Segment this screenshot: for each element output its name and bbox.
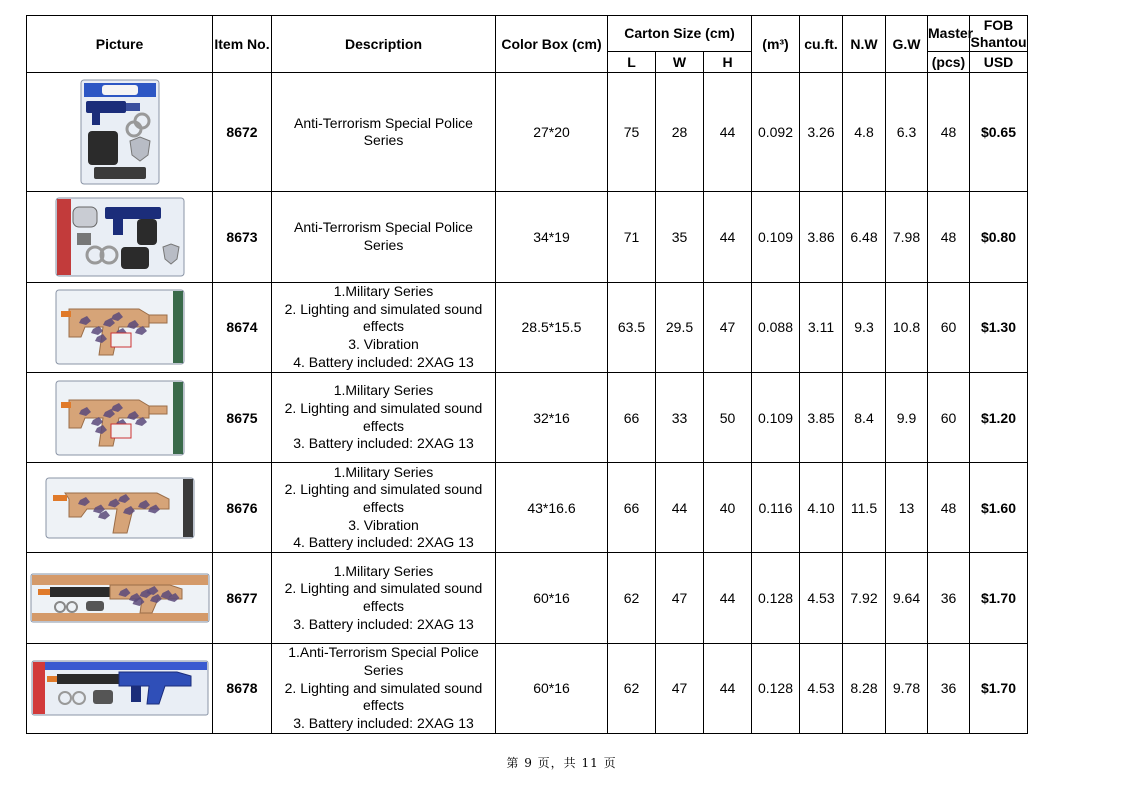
product-image [27,553,212,642]
description-line: 3. Vibration [348,516,419,533]
table-row [27,282,1096,372]
volume-m3-cell: 0.109 [752,192,800,282]
item-no-cell: 8677 [213,553,272,643]
header-fob: FOB Shantou [970,16,1027,50]
description-cell [272,73,496,192]
volume-m3-cell: 0.109 [752,372,800,462]
product-image [27,644,212,733]
description-cell [272,282,496,372]
description-line: 4. Battery included: 2XAG 13 [293,353,474,370]
description-line: 3. Vibration [348,336,419,353]
fob-price-cell: $1.30 [970,282,1028,372]
volume-cuft-cell: 4.53 [800,643,843,733]
volume-cuft-cell: 4.53 [800,553,843,643]
net-weight-cell: 8.28 [843,643,886,733]
master-pcs-cell: 48 [928,463,970,553]
carton-width-cell: 47 [656,643,704,733]
fob-price-cell: $0.80 [970,192,1028,282]
carton-height-cell: 50 [704,372,752,462]
gross-weight-cell: 9.9 [886,372,928,462]
fob-price-cell: $1.70 [970,553,1028,643]
description-line: Anti-Terrorism Special Police [294,114,473,131]
volume-m3-cell: 0.092 [752,73,800,192]
carton-height-cell: 44 [704,553,752,643]
item-no-cell: 8674 [213,282,272,372]
color-box-cell: 60*16 [496,553,608,643]
item-no-cell: 8672 [213,73,272,192]
description-line: 4. Battery included: 2XAG 13 [293,534,474,551]
item-no-cell: 8676 [213,463,272,553]
net-weight-cell: 4.8 [843,73,886,192]
description-cell [272,643,496,733]
description-line: 1.Military Series [333,382,434,399]
carton-length-cell: 71 [608,192,656,282]
header-pcs: (pcs) [928,52,970,73]
description-line: 2. Lighting and simulated sound [284,580,483,597]
carton-width-cell: 44 [656,463,704,553]
header-gross-weight: G.W [886,16,928,73]
color-box-cell: 32*16 [496,372,608,462]
description-line: 2. Lighting and simulated sound [284,481,483,498]
master-pcs-cell: 36 [928,553,970,643]
table-row [27,372,1096,462]
product-picture-cell [27,372,213,462]
table-row [27,553,1096,643]
description-cell [272,463,496,553]
description-line: 2. Lighting and simulated sound [284,679,483,696]
carton-width-cell: 47 [656,553,704,643]
gross-weight-cell: 13 [886,463,928,553]
item-no-cell: 8678 [213,643,272,733]
description-line: effects [363,318,404,335]
carton-width-cell: 35 [656,192,704,282]
carton-height-cell: 40 [704,463,752,553]
carton-length-cell: 66 [608,372,656,462]
header-volume-m3: (m³) [752,16,800,73]
header-picture: Picture [27,16,213,73]
carton-height-cell: 47 [704,282,752,372]
item-no-cell: 8673 [213,192,272,282]
fob-price-cell: $1.60 [970,463,1028,553]
description-cell [272,192,496,282]
color-box-cell: 34*19 [496,192,608,282]
description-line: effects [363,498,404,515]
carton-width-cell: 28 [656,73,704,192]
volume-cuft-cell: 4.10 [800,463,843,553]
table-row [27,73,1096,192]
product-image [27,283,212,372]
product-price-table [26,15,1096,734]
fob-price-cell: $1.70 [970,643,1028,733]
description-line: 1.Anti-Terrorism Special Police [288,644,479,661]
color-box-cell: 28.5*15.5 [496,282,608,372]
master-pcs-cell: 48 [928,192,970,282]
header-usd: USD [970,52,1028,73]
table-row [27,643,1096,733]
description-line: 2. Lighting and simulated sound [284,300,483,317]
description-line: effects [363,697,404,714]
carton-length-cell: 66 [608,463,656,553]
header-volume-cuft: cu.ft. [800,16,843,73]
carton-width-cell: 29.5 [656,282,704,372]
table-row [27,192,1096,282]
carton-height-cell: 44 [704,643,752,733]
product-picture-cell [27,192,213,282]
carton-height-cell: 44 [704,192,752,282]
description-line: Series [363,132,404,149]
volume-cuft-cell: 3.11 [800,282,843,372]
volume-cuft-cell: 3.85 [800,372,843,462]
description-line: Series [363,661,404,678]
carton-length-cell: 62 [608,553,656,643]
carton-length-cell: 63.5 [608,282,656,372]
header-net-weight: N.W [843,16,886,73]
description-line: Anti-Terrorism Special Police [294,219,473,236]
net-weight-cell: 6.48 [843,192,886,282]
master-pcs-cell: 60 [928,372,970,462]
master-pcs-cell: 48 [928,73,970,192]
description-line: effects [363,598,404,615]
description-line: 3. Battery included: 2XAG 13 [293,615,474,632]
product-image [27,463,212,552]
description-line: Series [363,236,404,253]
gross-weight-cell: 7.98 [886,192,928,282]
header-length: L [608,52,656,73]
volume-m3-cell: 0.128 [752,553,800,643]
color-box-cell: 43*16.6 [496,463,608,553]
description-line: 3. Battery included: 2XAG 13 [293,714,474,731]
carton-length-cell: 75 [608,73,656,192]
product-image [27,192,212,281]
color-box-cell: 60*16 [496,643,608,733]
carton-width-cell: 33 [656,372,704,462]
table-row [27,463,1096,553]
description-line: 2. Lighting and simulated sound [284,399,483,416]
net-weight-cell: 11.5 [843,463,886,553]
product-picture-cell [27,73,213,192]
product-picture-cell [27,643,213,733]
product-image [27,73,212,191]
gross-weight-cell: 9.64 [886,553,928,643]
master-pcs-cell: 60 [928,282,970,372]
page-footer: 第 9 页，共 11 页 [506,756,617,770]
description-line: 1.Military Series [333,283,434,300]
product-image [27,373,212,462]
header-description: Description [272,16,496,73]
header-width: W [656,52,704,73]
fob-price-cell: $1.20 [970,372,1028,462]
net-weight-cell: 9.3 [843,282,886,372]
color-box-cell: 27*20 [496,73,608,192]
product-picture-cell [27,463,213,553]
fob-price-cell: $0.65 [970,73,1028,192]
description-line: 3. Battery included: 2XAG 13 [293,435,474,452]
item-no-cell: 8675 [213,372,272,462]
volume-m3-cell: 0.128 [752,643,800,733]
master-pcs-cell: 36 [928,643,970,733]
header-height: H [704,52,752,73]
description-line: effects [363,417,404,434]
net-weight-cell: 8.4 [843,372,886,462]
description-cell [272,372,496,462]
description-line: 1.Military Series [333,562,434,579]
carton-length-cell: 62 [608,643,656,733]
gross-weight-cell: 6.3 [886,73,928,192]
header-item-no: Item No. [213,16,272,73]
volume-m3-cell: 0.116 [752,463,800,553]
product-picture-cell [27,282,213,372]
header-color-box: Color Box (cm) [496,16,608,73]
header-carton-size: Carton Size (cm) [608,16,752,52]
gross-weight-cell: 10.8 [886,282,928,372]
header-master: Master [928,16,970,52]
product-picture-cell [27,553,213,643]
volume-m3-cell: 0.088 [752,282,800,372]
volume-cuft-cell: 3.86 [800,192,843,282]
gross-weight-cell: 9.78 [886,643,928,733]
description-cell [272,553,496,643]
net-weight-cell: 7.92 [843,553,886,643]
carton-height-cell: 44 [704,73,752,192]
volume-cuft-cell: 3.26 [800,73,843,192]
description-line: 1.Military Series [333,463,434,480]
